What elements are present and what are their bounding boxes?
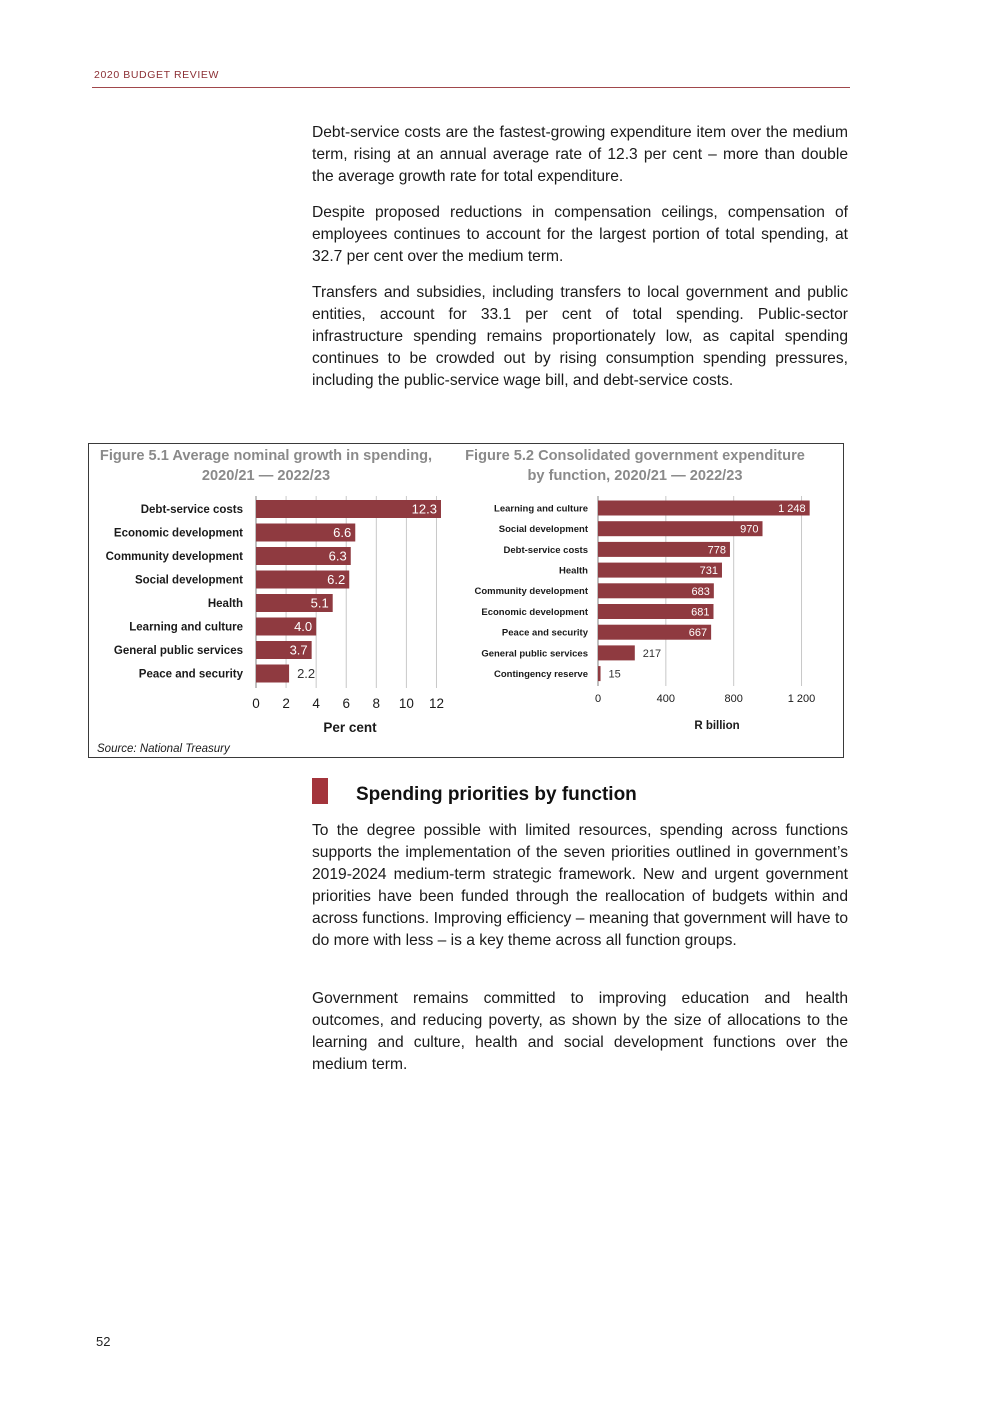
figure-source: Source: National Treasury <box>97 743 230 755</box>
fig1-value-label: 3.7 <box>289 642 308 658</box>
fig1-category-label: Debt-service costs <box>140 504 243 517</box>
fig2-bar <box>598 521 763 536</box>
fig1-category-label: Learning and culture <box>129 621 243 634</box>
fig2-category-label: Peace and security <box>501 627 588 639</box>
figure-5-2-title-line1: Figure 5.2 Consolidated government expenditure <box>465 448 805 464</box>
fig2-x-tick-label: 0 <box>594 693 602 705</box>
running-header: 2020 BUDGET REVIEW <box>94 69 219 81</box>
fig2-category-label: Community development <box>474 586 588 598</box>
fig1-category-label: Community development <box>105 551 243 564</box>
fig2-x-axis-title: R billion <box>694 720 740 732</box>
fig2-bar <box>598 645 635 660</box>
fig2-value-label: 778 <box>707 544 726 557</box>
fig2-category-label: Economic development <box>481 606 588 618</box>
fig1-category-label: Health <box>207 598 243 611</box>
fig1-value-label: 6.6 <box>333 525 352 541</box>
fig1-x-tick-label: 0 <box>252 696 260 711</box>
fig2-x-tick-label: 400 <box>656 693 676 705</box>
section-marker <box>312 778 328 804</box>
fig2-x-tick-label: 800 <box>724 693 743 705</box>
fig1-value-label: 6.3 <box>328 548 347 564</box>
fig1-x-tick-label: 10 <box>398 696 414 711</box>
fig1-category-label: Economic development <box>113 527 243 540</box>
section-heading: Spending priorities by function <box>356 784 637 805</box>
fig2-category-label: Contingency reserve <box>494 669 588 681</box>
fig1-value-label: 12.3 <box>411 501 437 517</box>
fig2-category-label: General public services <box>481 648 588 660</box>
paragraph-debt-service: Debt-service costs are the fastest-growing expenditure item over the medium term, rising at an annual average rate of 12.3 per cent – more than double the average growth rate for total expenditure. <box>312 124 848 185</box>
fig1-x-tick-label: 4 <box>312 696 320 711</box>
paragraph-commitments: Government remains committed to improving education and health outcomes, and reducing poverty, as shown by the size of allocations to the learning and culture, health and social development functions over the medium term. <box>312 990 848 1073</box>
fig1-x-tick-label: 12 <box>428 696 444 711</box>
fig2-bar <box>598 666 601 681</box>
fig1-category-label: Social development <box>134 574 243 587</box>
fig1-value-label: 2.2 <box>297 666 316 682</box>
fig2-value-label: 1 248 <box>778 502 806 515</box>
fig2-value-label: 681 <box>691 606 710 619</box>
fig2-category-label: Social development <box>498 524 588 536</box>
fig1-x-axis-title: Per cent <box>323 720 377 735</box>
fig2-category-label: Health <box>558 565 588 577</box>
figure-5-1-title-line1: Figure 5.1 Average nominal growth in spending, <box>99 448 433 464</box>
fig1-value-label: 4.0 <box>294 619 313 635</box>
fig1-bar <box>256 665 289 683</box>
fig2-value-label: 683 <box>691 585 710 598</box>
fig2-category-label: Debt-service costs <box>503 544 588 556</box>
fig1-x-tick-label: 2 <box>282 696 290 711</box>
fig2-value-label: 15 <box>608 668 621 681</box>
fig1-category-label: General public services <box>113 645 243 658</box>
fig1-x-tick-label: 6 <box>342 696 350 711</box>
fig1-value-label: 6.2 <box>327 572 346 588</box>
paragraph-transfers: Transfers and subsidies, including transfers to local government and public entities, account for 33.1 per cent of total spending. Public-sector infrastructure spending remains proportionately low, as capital spending continues to be crowded out by rising consumption spending pressures, including the public-service wage bill, and debt-service costs. <box>312 284 848 389</box>
fig2-x-tick-label: 1 200 <box>787 693 816 705</box>
fig1-x-tick-label: 8 <box>372 696 381 711</box>
page-number: 52 <box>96 1334 111 1349</box>
paragraph-priorities: To the degree possible with limited resources, spending across functions supports the implementation of the seven priorities outlined in government’s 2019-2024 medium-term strategic framework. New and urgent government priorities have been funded through the reallocation of budgets within and across functions. Improving efficiency – meaning that government will have to do more with less – is a key theme across all function groups. <box>312 822 848 949</box>
figure-5-1-title-line2: 2020/21 — 2022/23 <box>201 468 331 484</box>
fig2-value-label: 667 <box>688 627 708 640</box>
fig1-value-label: 5.1 <box>310 595 329 611</box>
fig1-category-label: Peace and security <box>138 668 243 681</box>
paragraph-compensation: Despite proposed reductions in compensation ceilings, compensation of employees continues to account for the largest portion of total spending, at 32.7 per cent over the medium term. <box>312 204 848 265</box>
fig2-value-label: 731 <box>699 565 718 578</box>
fig2-value-label: 217 <box>642 647 662 660</box>
fig2-category-label: Learning and culture <box>494 503 588 515</box>
figure-5-2-title-line2: by function, 2020/21 — 2022/23 <box>527 468 743 484</box>
fig2-value-label: 970 <box>740 523 759 536</box>
